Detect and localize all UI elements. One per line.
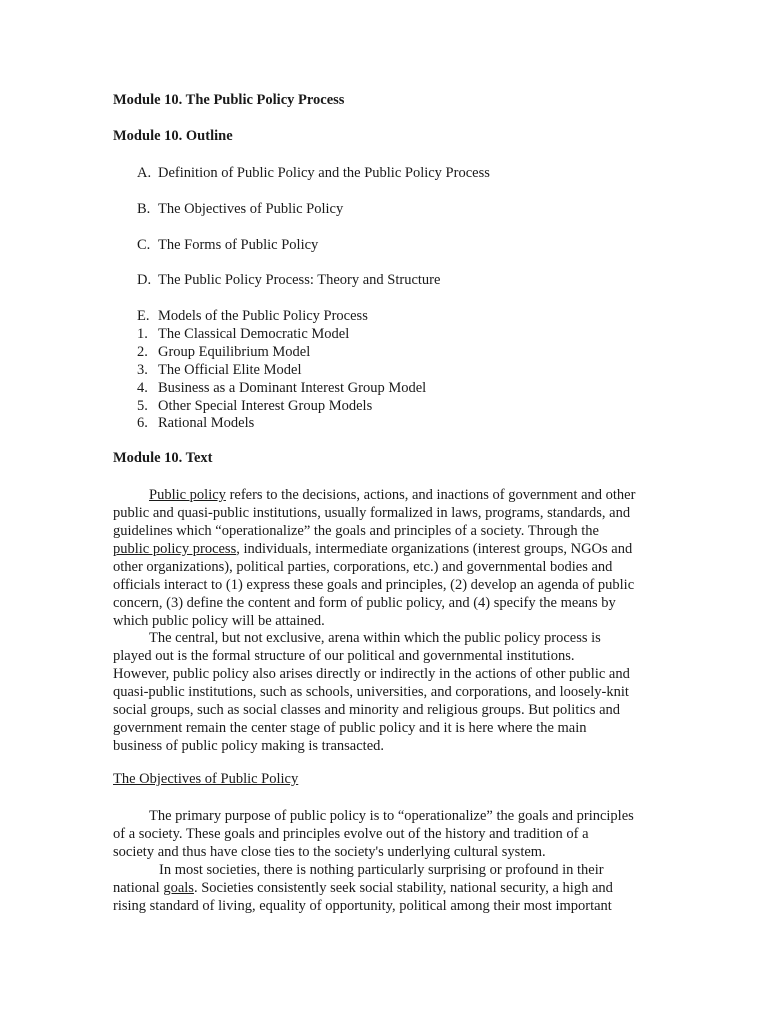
outline-text: Definition of Public Policy and the Public Policy Process (158, 165, 490, 181)
paragraph-line: concern, (3) define the content and form of public policy, and (4) specify the means by (113, 595, 616, 611)
paragraph-line (113, 486, 673, 504)
paragraph-line: played out is the formal structure of our political and governmental institutions. (113, 648, 575, 664)
line-text: The primary purpose of public policy is to “operationalize” the goals and principles (149, 808, 634, 824)
paragraph-line: officials interact to (1) express these goals and principles, (2) develop an agenda of public (113, 577, 635, 593)
objectives-heading: The Objectives of Public Policy (113, 771, 299, 787)
line-text: , individuals, intermediate organizations (interest groups, NGOs and (236, 541, 633, 557)
outline-item (137, 397, 372, 415)
outline-item (137, 164, 490, 182)
paragraph-purpose (113, 807, 673, 861)
outline-marker: C. (137, 237, 151, 253)
paragraph-line (113, 540, 673, 558)
outline-item (137, 361, 301, 379)
paragraph-line: which public policy will be attained. (113, 613, 325, 629)
outline-text: The Objectives of Public Policy (158, 201, 344, 217)
paragraph-line: quasi-public institutions, such as schools, universities, and corporations, and loosely-knit (113, 684, 629, 700)
paragraph-line: rising standard of living, equality of opportunity, political among their most important (113, 898, 612, 914)
outline-item (137, 379, 426, 397)
outline-marker: 1. (137, 326, 148, 342)
paragraph-goals (113, 861, 673, 915)
line-text: national (113, 880, 164, 896)
paragraph-line: other organizations), political parties, corporations, etc.) and governmental bodies and (113, 559, 613, 575)
outline-text: Business as a Dominant Interest Group Model (158, 380, 427, 396)
outline-item (137, 271, 440, 289)
outline-marker: D. (137, 272, 152, 288)
outline-marker: E. (137, 308, 150, 324)
line-text: . Societies consistently seek social stability, national security, a high and (193, 880, 613, 896)
outline-item (137, 236, 318, 254)
outline-marker: 3. (137, 362, 148, 378)
text-heading: Module 10. Text (113, 450, 213, 466)
paragraph-line: guidelines which “operationalize” the goals and principles of a society. Through the (113, 523, 599, 539)
outline-item (137, 200, 343, 218)
paragraph-line: social groups, such as social classes and minority and religious groups. But politics and (113, 702, 621, 718)
paragraph-line (113, 861, 673, 879)
outline-text: The Classical Democratic Model (158, 326, 350, 342)
paragraph-definition (113, 486, 673, 630)
outline-item (137, 343, 310, 361)
paragraph-line: However, public policy also arises directly or indirectly in the actions of other public and (113, 666, 630, 682)
outline-item (137, 307, 368, 325)
term-public-policy: Public policy (149, 487, 226, 503)
outline-marker: 4. (137, 380, 148, 396)
page-title: Module 10. The Public Policy Process (113, 92, 345, 108)
paragraph-line (113, 807, 673, 825)
outline-marker: 5. (137, 398, 148, 414)
outline-text: Group Equilibrium Model (158, 344, 311, 360)
paragraph-arena (113, 629, 673, 755)
line-text: In most societies, there is nothing particularly surprising or profound in their (159, 862, 604, 878)
line-text: The central, but not exclusive, arena within which the public policy process is (149, 630, 601, 646)
outline-text: The Public Policy Process: Theory and Structure (158, 272, 441, 288)
paragraph-line: of a society. These goals and principles evolve out of the history and tradition of a (113, 826, 589, 842)
outline-marker: B. (137, 201, 151, 217)
term-public-policy-process: public policy process (113, 541, 237, 557)
outline-item (137, 414, 254, 432)
outline-text: Other Special Interest Group Models (158, 398, 373, 414)
outline-marker: 2. (137, 344, 148, 360)
outline-text: The Forms of Public Policy (158, 237, 319, 253)
outline-marker: A. (137, 165, 152, 181)
paragraph-line (113, 879, 673, 897)
outline-text: The Official Elite Model (158, 362, 302, 378)
paragraph-line: society and thus have close ties to the society's underlying cultural system. (113, 844, 546, 860)
line-text: refers to the decisions, actions, and inactions of government and other (225, 487, 636, 503)
term-goals: goals (163, 880, 194, 896)
outline-text: Models of the Public Policy Process (158, 308, 368, 324)
paragraph-line: business of public policy making is transacted. (113, 738, 385, 754)
outline-marker: 6. (137, 415, 148, 431)
outline-item (137, 325, 349, 343)
paragraph-line: government remain the center stage of public policy and it is here where the main (113, 720, 587, 736)
outline-text: Rational Models (158, 415, 255, 431)
paragraph-line: public and quasi-public institutions, usually formalized in laws, programs, standards, and (113, 505, 631, 521)
paragraph-line (113, 629, 673, 647)
outline-heading: Module 10. Outline (113, 128, 233, 144)
